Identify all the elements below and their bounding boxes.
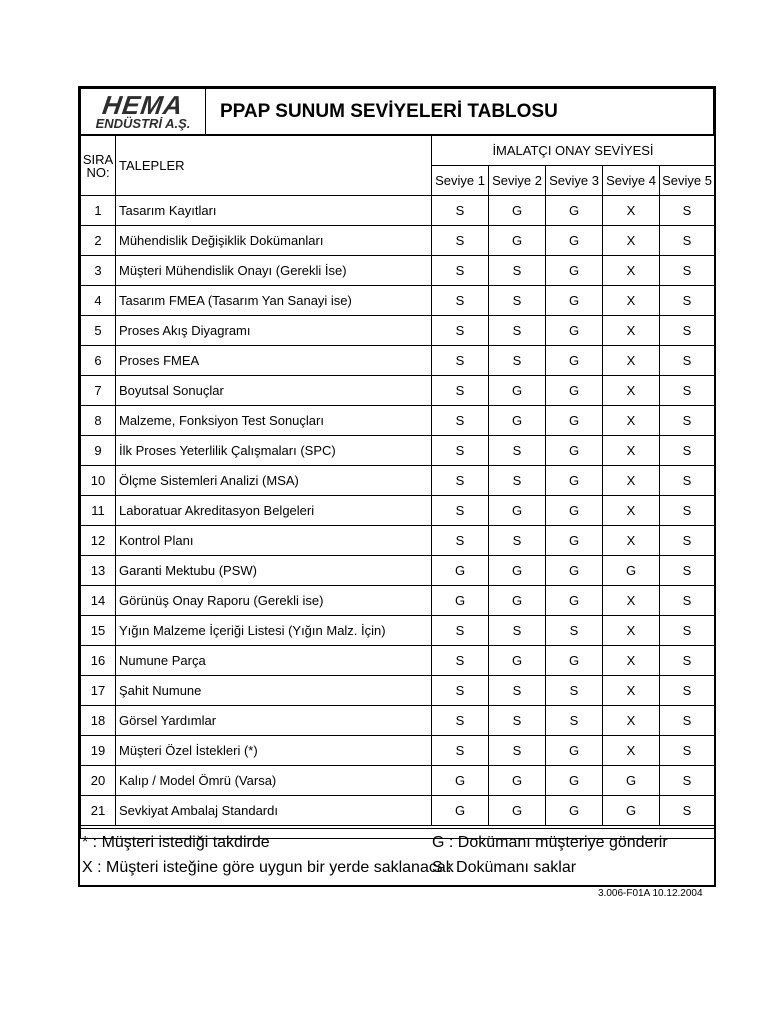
- level-value: G: [546, 586, 603, 616]
- level-value: G: [432, 796, 489, 826]
- row-requirement: Yığın Malzeme İçeriği Listesi (Yığın Malz. İçin): [116, 616, 432, 646]
- level-value: S: [432, 736, 489, 766]
- column-header-sira-no: SIRA NO:: [81, 136, 116, 196]
- level-value: S: [489, 256, 546, 286]
- row-number: 8: [81, 406, 116, 436]
- level-value: G: [489, 796, 546, 826]
- level-value: X: [603, 196, 660, 226]
- level-value: G: [489, 226, 546, 256]
- level-value: G: [546, 556, 603, 586]
- table-row: [81, 346, 715, 376]
- level-value: X: [603, 256, 660, 286]
- level-value: G: [489, 766, 546, 796]
- level-value: X: [603, 706, 660, 736]
- legend-s: S : Dokümanı saklar: [432, 859, 577, 876]
- logo-sub: ENDÜSTRİ A.Ş.: [95, 115, 191, 131]
- column-header-talepler: TALEPLER: [116, 136, 432, 196]
- column-header-level: Seviye 1: [432, 166, 489, 196]
- table-row: [81, 256, 715, 286]
- level-value: G: [603, 556, 660, 586]
- row-number: 16: [81, 646, 116, 676]
- level-value: S: [432, 496, 489, 526]
- level-value: G: [546, 436, 603, 466]
- level-value: G: [489, 586, 546, 616]
- level-value: G: [546, 346, 603, 376]
- level-value: S: [432, 616, 489, 646]
- row-number: 18: [81, 706, 116, 736]
- level-value: S: [432, 226, 489, 256]
- row-requirement: Boyutsal Sonuçlar: [116, 376, 432, 406]
- row-requirement: Görünüş Onay Raporu (Gerekli ise): [116, 586, 432, 616]
- level-value: X: [603, 316, 660, 346]
- level-value: G: [546, 496, 603, 526]
- level-value: G: [489, 406, 546, 436]
- level-value: S: [660, 406, 715, 436]
- table-row: [81, 676, 715, 706]
- level-value: X: [603, 616, 660, 646]
- table-row: [81, 526, 715, 556]
- level-value: S: [660, 496, 715, 526]
- row-requirement: Şahit Numune: [116, 676, 432, 706]
- level-value: G: [546, 466, 603, 496]
- row-requirement: Müşteri Mühendislik Onayı (Gerekli İse): [116, 256, 432, 286]
- legend-x: X : Müşteri isteğine göre uygun bir yerde saklanacak: [82, 859, 454, 876]
- row-number: 10: [81, 466, 116, 496]
- level-value: S: [489, 526, 546, 556]
- level-value: G: [546, 316, 603, 346]
- ppap-sheet: [78, 86, 716, 887]
- row-requirement: Tasarım FMEA (Tasarım Yan Sanayi ise): [116, 286, 432, 316]
- level-value: G: [546, 376, 603, 406]
- level-value: X: [603, 526, 660, 556]
- row-requirement: Sevkiyat Ambalaj Standardı: [116, 796, 432, 826]
- row-number: 9: [81, 436, 116, 466]
- table-row: [81, 496, 715, 526]
- table-row: [81, 706, 715, 736]
- page-title: PPAP SUNUM SEVİYELERİ TABLOSU: [206, 89, 714, 135]
- row-number: 11: [81, 496, 116, 526]
- column-header-level: Seviye 5: [660, 166, 715, 196]
- level-value: S: [489, 316, 546, 346]
- level-value: X: [603, 346, 660, 376]
- level-value: G: [546, 406, 603, 436]
- level-value: S: [432, 346, 489, 376]
- row-requirement: Kalıp / Model Ömrü (Varsa): [116, 766, 432, 796]
- table-row: [81, 736, 715, 766]
- level-value: X: [603, 226, 660, 256]
- level-value: S: [489, 736, 546, 766]
- level-value: S: [432, 706, 489, 736]
- level-value: G: [546, 256, 603, 286]
- level-value: G: [603, 766, 660, 796]
- row-requirement: İlk Proses Yeterlilik Çalışmaları (SPC): [116, 436, 432, 466]
- level-value: G: [432, 586, 489, 616]
- row-requirement: Laboratuar Akreditasyon Belgeleri: [116, 496, 432, 526]
- level-value: S: [660, 706, 715, 736]
- level-value: S: [660, 736, 715, 766]
- level-value: S: [489, 286, 546, 316]
- logo-brand: HEMA: [100, 89, 186, 120]
- table-row: [81, 466, 715, 496]
- level-value: X: [603, 376, 660, 406]
- level-value: S: [660, 676, 715, 706]
- level-value: S: [660, 766, 715, 796]
- level-value: G: [603, 796, 660, 826]
- level-value: G: [489, 376, 546, 406]
- row-number: 17: [81, 676, 116, 706]
- level-value: X: [603, 436, 660, 466]
- level-value: S: [546, 706, 603, 736]
- level-value: G: [546, 646, 603, 676]
- level-value: S: [432, 466, 489, 496]
- table-row: [81, 796, 715, 826]
- row-number: 15: [81, 616, 116, 646]
- level-value: S: [660, 286, 715, 316]
- table-row: [81, 196, 715, 226]
- row-requirement: Malzeme, Fonksiyon Test Sonuçları: [116, 406, 432, 436]
- column-group-header: İMALATÇI ONAY SEVİYESİ: [432, 136, 715, 166]
- level-value: S: [432, 196, 489, 226]
- level-value: S: [660, 556, 715, 586]
- level-value: S: [660, 616, 715, 646]
- column-header-level: Seviye 4: [603, 166, 660, 196]
- table-row: [81, 766, 715, 796]
- level-value: S: [489, 706, 546, 736]
- level-value: S: [660, 196, 715, 226]
- level-value: G: [489, 496, 546, 526]
- level-value: S: [660, 376, 715, 406]
- level-value: G: [432, 766, 489, 796]
- level-value: S: [432, 646, 489, 676]
- level-value: S: [489, 616, 546, 646]
- logo: [81, 89, 206, 135]
- table-row: [81, 286, 715, 316]
- table-row: [81, 646, 715, 676]
- level-value: G: [546, 196, 603, 226]
- level-value: S: [489, 466, 546, 496]
- level-value: G: [432, 556, 489, 586]
- level-value: X: [603, 406, 660, 436]
- column-header-level: Seviye 3: [546, 166, 603, 196]
- level-value: S: [432, 406, 489, 436]
- row-number: 1: [81, 196, 116, 226]
- row-number: 5: [81, 316, 116, 346]
- row-number: 2: [81, 226, 116, 256]
- level-value: S: [432, 676, 489, 706]
- level-value: S: [660, 346, 715, 376]
- level-value: G: [489, 196, 546, 226]
- row-requirement: Görsel Yardımlar: [116, 706, 432, 736]
- row-requirement: Proses Akış Diyagramı: [116, 316, 432, 346]
- table-row: [81, 316, 715, 346]
- level-value: S: [660, 586, 715, 616]
- level-value: S: [660, 796, 715, 826]
- row-requirement: Kontrol Planı: [116, 526, 432, 556]
- level-value: G: [546, 736, 603, 766]
- row-number: 4: [81, 286, 116, 316]
- row-requirement: Proses FMEA: [116, 346, 432, 376]
- level-value: X: [603, 646, 660, 676]
- row-number: 3: [81, 256, 116, 286]
- level-value: S: [660, 646, 715, 676]
- level-value: G: [546, 766, 603, 796]
- table-row: [81, 376, 715, 406]
- legend: [80, 828, 714, 885]
- level-value: S: [660, 256, 715, 286]
- ppap-table: [80, 135, 715, 839]
- table-row: [81, 616, 715, 646]
- table-row: [81, 556, 715, 586]
- row-number: 7: [81, 376, 116, 406]
- level-value: G: [546, 796, 603, 826]
- level-value: S: [660, 526, 715, 556]
- row-requirement: Garanti Mektubu (PSW): [116, 556, 432, 586]
- level-value: S: [660, 316, 715, 346]
- row-requirement: Numune Parça: [116, 646, 432, 676]
- level-value: G: [489, 646, 546, 676]
- table-row: [81, 226, 715, 256]
- level-value: X: [603, 676, 660, 706]
- row-requirement: Tasarım Kayıtları: [116, 196, 432, 226]
- row-number: 14: [81, 586, 116, 616]
- document-code: 3.006-F01A 10.12.2004: [598, 888, 703, 899]
- level-value: S: [432, 526, 489, 556]
- level-value: S: [660, 436, 715, 466]
- level-value: X: [603, 586, 660, 616]
- row-number: 19: [81, 736, 116, 766]
- level-value: X: [603, 496, 660, 526]
- level-value: G: [489, 556, 546, 586]
- level-value: S: [489, 346, 546, 376]
- table-row: [81, 586, 715, 616]
- level-value: G: [546, 286, 603, 316]
- header-table: [80, 88, 714, 135]
- level-value: S: [432, 436, 489, 466]
- level-value: S: [432, 256, 489, 286]
- level-value: S: [432, 316, 489, 346]
- row-number: 21: [81, 796, 116, 826]
- level-value: S: [546, 676, 603, 706]
- level-value: X: [603, 736, 660, 766]
- level-value: G: [546, 526, 603, 556]
- column-header-level: Seviye 2: [489, 166, 546, 196]
- level-value: X: [603, 286, 660, 316]
- level-value: S: [660, 466, 715, 496]
- level-value: S: [660, 226, 715, 256]
- legend-star: * : Müşteri istediği takdirde: [82, 834, 270, 851]
- legend-g: G : Dokümanı müşteriye gönderir: [432, 834, 668, 851]
- row-number: 12: [81, 526, 116, 556]
- row-number: 6: [81, 346, 116, 376]
- level-value: S: [432, 286, 489, 316]
- row-number: 20: [81, 766, 116, 796]
- table-row: [81, 436, 715, 466]
- level-value: S: [432, 376, 489, 406]
- row-requirement: Müşteri Özel İstekleri (*): [116, 736, 432, 766]
- level-value: X: [603, 466, 660, 496]
- row-requirement: Ölçme Sistemleri Analizi (MSA): [116, 466, 432, 496]
- level-value: S: [489, 676, 546, 706]
- level-value: S: [489, 436, 546, 466]
- row-requirement: Mühendislik Değişiklik Dokümanları: [116, 226, 432, 256]
- level-value: G: [546, 226, 603, 256]
- table-row: [81, 406, 715, 436]
- row-number: 13: [81, 556, 116, 586]
- level-value: S: [546, 616, 603, 646]
